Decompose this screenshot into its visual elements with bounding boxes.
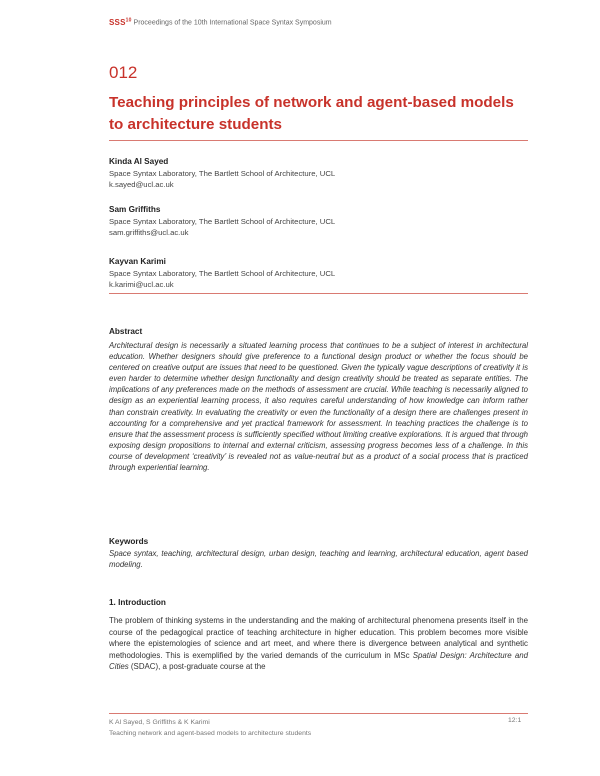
footer-short-title: Teaching network and agent-based models to architecture students <box>109 730 312 737</box>
author-block-2 <box>109 204 335 239</box>
author-name: Kinda Al Sayed <box>109 157 169 166</box>
author-block-3 <box>109 256 335 291</box>
author-email: sam.griffiths@ucl.ac.uk <box>109 228 189 237</box>
sss-logo: SSS$^{10}$ <box>109 17 132 27</box>
footer-authors: K Al Sayed, S Griffiths & K Karimi <box>109 719 210 726</box>
keywords-heading: Keywords <box>109 537 149 546</box>
author-name: Kayvan Karimi <box>109 257 166 266</box>
page-number: 12:1 <box>508 717 522 724</box>
author-name: Sam Griffiths <box>109 205 161 214</box>
author-affiliation: Space Syntax Laboratory, The Bartlett School of Architecture, UCL <box>109 216 336 226</box>
author-email: k.karimi@ucl.ac.uk <box>109 280 174 289</box>
abstract-text: Architectural design is necessarily a situated learning process that continues to be a subject of interest in architectural education. Whether designers should give preference to a functional design product or whether the focus should be centered on creative output are issues that need to be questioned. Given the typically vague descriptions of creativity it is even harder to determine whether design functionality and design creativity should be treated as separate entities. The implications of any preferences made on the methods of assessment are crucial. While teaching is necessarily aligned to design as an experiential learning process, it also requires careful understanding of how knowledge can inform rather than constrain creativity. In evaluating the creativity or even the functionality of a design there are challenges present in accounting for a comprehensive and yet practical framework for assessment. In teaching practices the challenge is to ensure that the assessment process is sufficiently specified without limiting creative explorations. It is argued that through exposing design propositions to internal and external criticism, assessing progress becomes less of a challenge. In this course of development ‘creativity’ is revealed not as value-neutral but as a product of a social process that is practiced through experiential learning. <box>109 341 528 473</box>
paper-number: 012 <box>109 63 138 82</box>
title-divider <box>109 140 528 141</box>
page-footer <box>109 717 311 739</box>
paper-title: Teaching principles of network and agent-based models to architecture students <box>109 94 514 133</box>
author-block-1 <box>109 156 335 191</box>
author-email: k.sayed@ucl.ac.uk <box>109 180 174 189</box>
authors-divider <box>109 293 528 294</box>
header-text: Proceedings of the 10th International Space Syntax Symposium <box>133 19 332 27</box>
keywords-text: Space syntax, teaching, architectural design, urban design, teaching and learning, architectural education, agent based modeling. <box>109 549 528 570</box>
footer-divider <box>109 713 528 714</box>
abstract-heading: Abstract <box>109 327 143 336</box>
author-affiliation: Space Syntax Laboratory, The Bartlett School of Architecture, UCL <box>109 168 336 178</box>
introduction-text: The problem of thinking systems in the understanding and the making of architectural phenomena presents itself in the course of the pedagogical practice of teaching architecture in higher education. This problem becomes more visible where the epistemologies of science and art meet, and where there is divergence between analytical and synthetic methodologies. This is exemplified by the varied demands of the curriculum in MSc Spatial Design: Architecture and Cities (SDAC), a post-graduate course at the <box>109 616 528 672</box>
author-affiliation: Space Syntax Laboratory, The Bartlett School of Architecture, UCL <box>109 268 336 278</box>
introduction-heading: 1. Introduction <box>109 598 166 607</box>
running-header <box>109 17 332 27</box>
